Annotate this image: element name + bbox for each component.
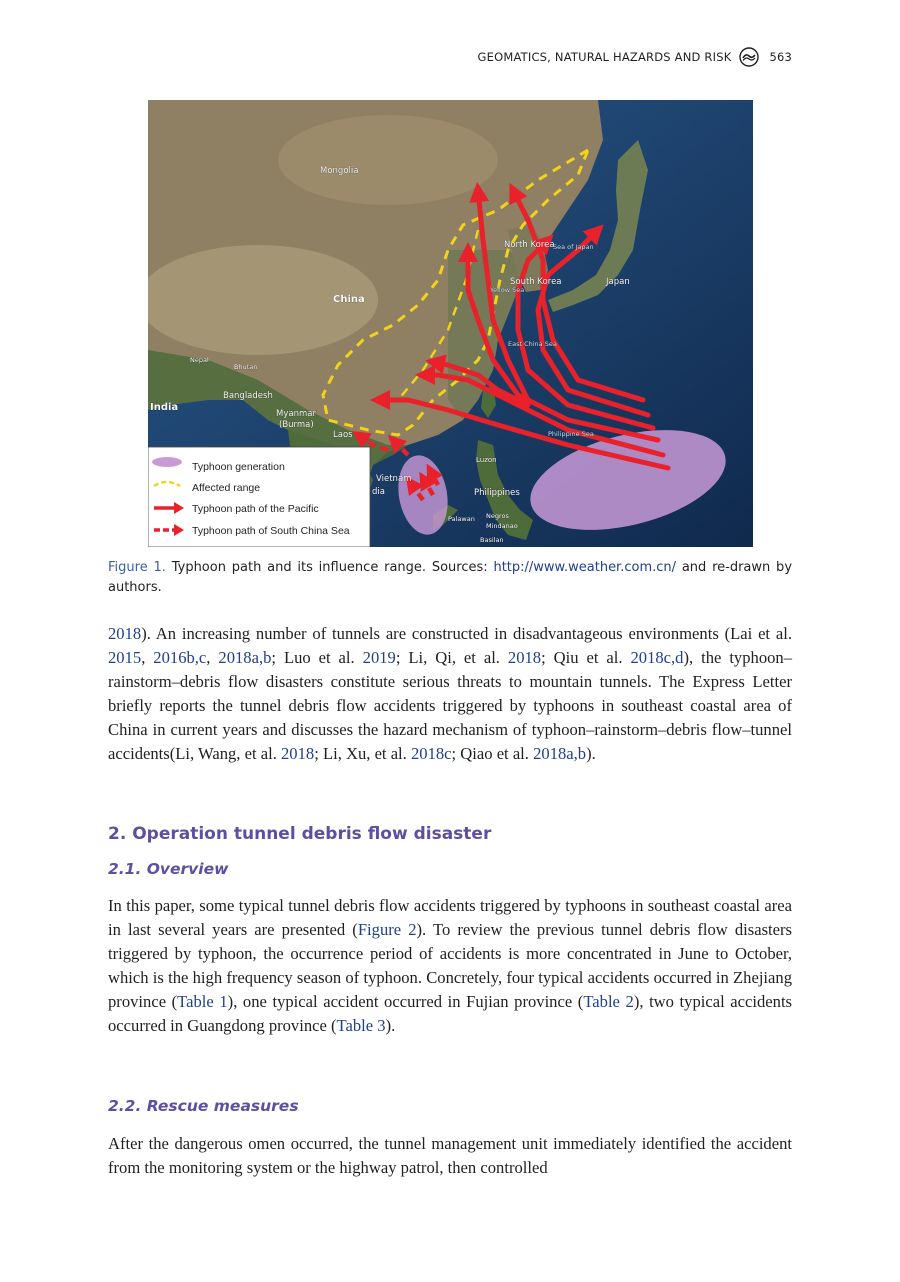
label-bangladesh: Bangladesh [223, 391, 273, 401]
legend-label-south-china-sea-path: Typhoon path of South China Sea [192, 525, 350, 537]
text-run: ; Qiu et al. [541, 648, 631, 667]
text-run: , [141, 648, 154, 667]
citation-link[interactable]: 2018c,d [630, 648, 684, 667]
citation-link[interactable]: 2018c [410, 744, 452, 763]
typhoon-map-svg [148, 100, 753, 547]
citation-link[interactable]: Figure 2 [357, 920, 417, 939]
citation-link[interactable]: Table 1 [177, 992, 228, 1011]
mongolia-shading [278, 115, 498, 205]
text-run: ). An increasing number of tunnels are constructed in disadvantageous environments (Lai et al. [141, 624, 792, 643]
label-yellow-sea: Yellow Sea [490, 286, 525, 294]
legend-label-affected-range: Affected range [192, 482, 261, 494]
label-sea-of-japan: Sea of Japan [553, 243, 594, 251]
label-south-korea: South Korea [510, 277, 562, 287]
text-run: ), one typical accident occurred in Fujian province ( [227, 992, 584, 1011]
text-run: ). [586, 744, 596, 763]
legend-label-pacific-path: Typhoon path of the Pacific [192, 503, 319, 515]
figure-1-map [148, 100, 753, 547]
running-head [478, 47, 792, 67]
text-run: ). To review the previous tunnel debris flow disasters triggered by typhoon, the occurrence period of accidents is more concentrated in June to October, which is the high frequency season of typhoon. Concretely, four typical accidents occurred in Zhejiang province ( [108, 920, 792, 1011]
text-run: In this paper, some typical tunnel debris flow accidents triggered by typhoons in southeast coastal area in last several years are presented ( [108, 896, 792, 939]
text-run: ; Qiao et al. [451, 744, 534, 763]
label-basilan: Basilan [480, 536, 504, 544]
label-east-china-sea: East China Sea [508, 340, 557, 348]
section-heading: 2. Operation tunnel debris flow disaster [108, 824, 492, 844]
label-philippine-sea: Philippine Sea [548, 430, 594, 438]
journal-title: GEOMATICS, NATURAL HAZARDS AND RISK [477, 50, 732, 64]
subsection-heading-overview: 2.1. Overview [108, 860, 229, 878]
text-run: , [206, 648, 219, 667]
text-run: ; Luo et al. [271, 648, 363, 667]
typhoon-generation-ellipse-icon [152, 457, 182, 467]
paragraph-intro [108, 622, 792, 766]
citation-link[interactable]: 2018 [281, 744, 315, 763]
paragraph-rescue-measures [108, 1132, 792, 1180]
legend-label-typhoon-generation: Typhoon generation [192, 461, 285, 473]
caption-source-link[interactable]: http://www.weather.com.cn/ [493, 560, 677, 575]
label-mongolia: Mongolia [320, 166, 359, 176]
label-japan: Japan [606, 277, 630, 287]
citation-link[interactable]: 2015 [108, 648, 142, 667]
citation-link[interactable]: Table 3 [336, 1016, 386, 1035]
label-china: China [333, 294, 365, 305]
journal-logo-icon [739, 47, 759, 67]
label-india-fragment: dia [372, 487, 385, 497]
label-vietnam: Vietnam [376, 474, 412, 484]
text-run: ; Li, Xu, et al. [314, 744, 411, 763]
figure-legend [148, 447, 370, 547]
paragraph-overview [108, 894, 792, 1038]
label-luzon: Luzon [476, 456, 497, 464]
label-nepal: Nepal [190, 356, 209, 364]
label-mindanao: Mindanao [486, 522, 518, 530]
citation-link[interactable]: 2019 [362, 648, 396, 667]
text-run: ), the typhoon–rainstorm–debris flow disasters constitute serious threats to mountain tunnels. The Express Letter briefly reports the tunnel debris flow accidents triggered by typhoons in southeast coastal area of China in current years and discusses the hazard mechanism of typhoon–rainstorm–debris flow–tunnel accidents(Li, Wang, et al. [108, 648, 793, 763]
caption-text: Typhoon path and its influence range. Sources: [165, 560, 494, 575]
citation-link[interactable]: 2018 [108, 624, 142, 643]
caption-tail: and re-drawn by authors. [108, 560, 793, 595]
page-number: 563 [769, 50, 792, 64]
label-palawan: Palawan [448, 515, 475, 523]
label-laos: Laos [333, 430, 353, 440]
text-run: ; Li, Qi, et al. [395, 648, 508, 667]
label-north-korea: North Korea [504, 240, 555, 250]
figure-label: Figure 1. [108, 560, 166, 575]
citation-link[interactable]: 2018 [507, 648, 542, 667]
label-burma: (Burma) [279, 420, 314, 430]
label-negros: Negros [486, 512, 509, 520]
label-philippines: Philippines [474, 488, 520, 498]
text-run: ), two typical accidents occurred in Guangdong province ( [108, 992, 793, 1035]
label-myanmar: Myanmar [276, 409, 316, 419]
citation-link[interactable]: 2018a,b [218, 648, 272, 667]
label-india: India [150, 402, 179, 413]
figure-1-caption [108, 558, 792, 598]
label-bhutan: Bhutan [234, 363, 258, 371]
citation-link[interactable]: 2018a,b [533, 744, 587, 763]
text-run: After the dangerous omen occurred, the tunnel management unit immediately identified the accident from the monitoring system or the highway patrol, then controlled [108, 1134, 792, 1177]
subsection-heading-rescue-measures: 2.2. Rescue measures [108, 1097, 299, 1115]
citation-link[interactable]: 2016b,c [153, 648, 207, 667]
citation-link[interactable]: Table 2 [583, 992, 634, 1011]
text-run: ). [385, 1016, 396, 1035]
